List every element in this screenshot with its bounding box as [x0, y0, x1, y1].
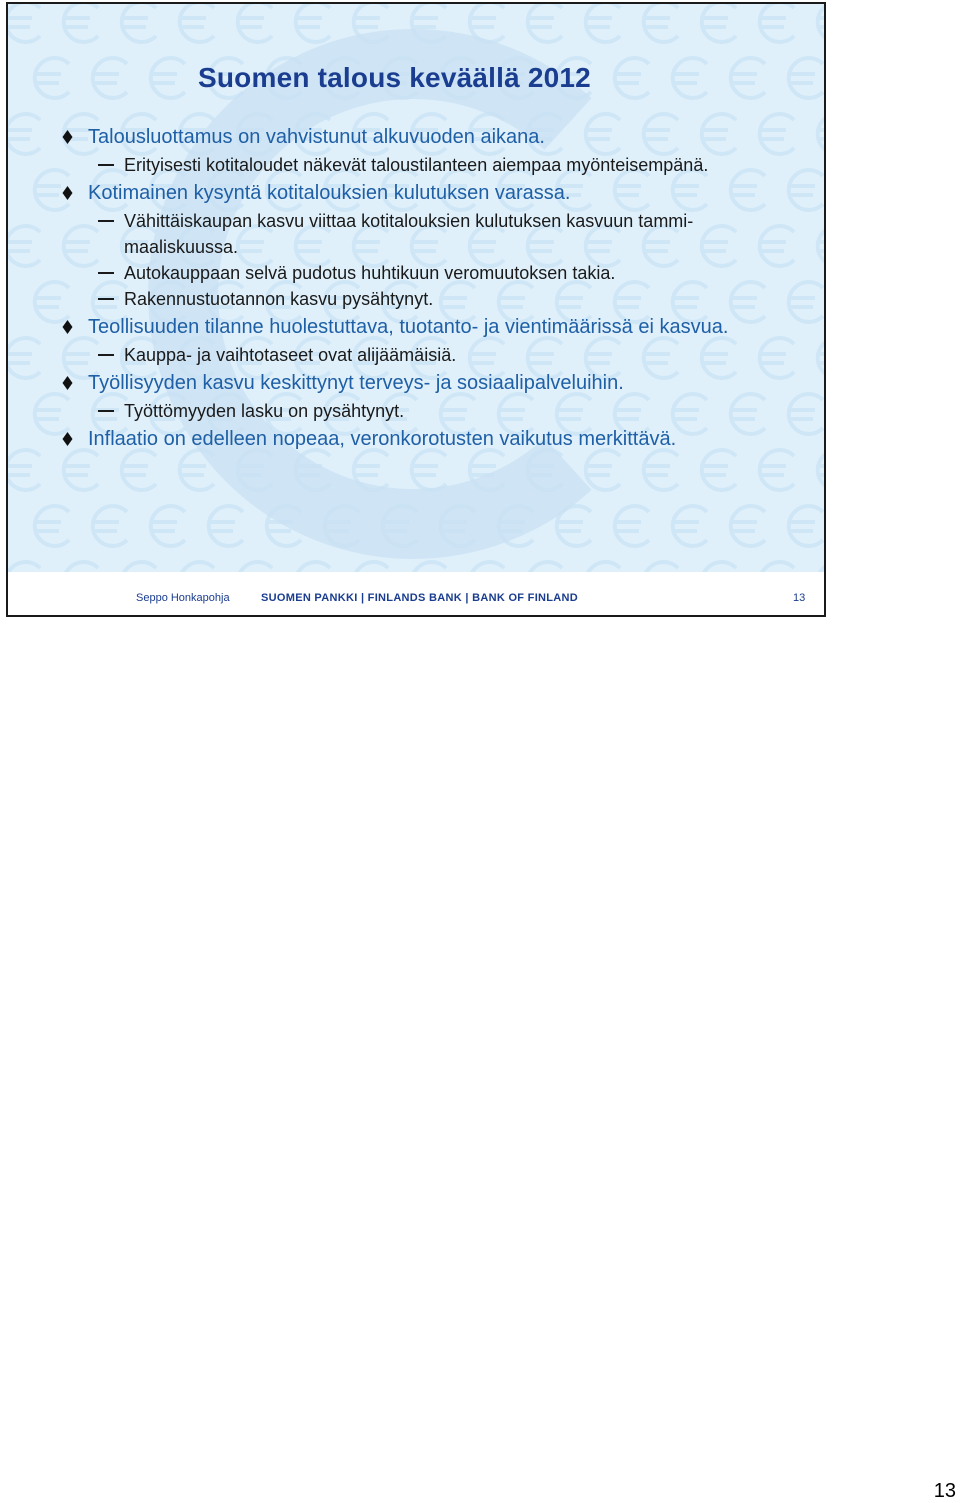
footer-bank-name: SUOMEN PANKKI | FINLANDS BANK | BANK OF FINLAND: [261, 592, 579, 604]
diamond-bullet-icon: [62, 432, 73, 446]
bullet-text: Talousluottamus on vahvistunut alkuvuoden aikana.: [88, 126, 545, 148]
bullet-text: Työttömyyden lasku on pysähtynyt.: [124, 401, 405, 421]
sub-bullet-item: [58, 286, 798, 312]
dash-bullet-icon: [98, 220, 114, 222]
dash-bullet-icon: [98, 164, 114, 166]
slide: [6, 2, 826, 617]
slide-footer: [8, 582, 824, 612]
bullet-item: [58, 178, 798, 208]
bullet-text: Erityisesti kotitaloudet näkevät taloustilanteen aiempaa myönteisempänä.: [124, 155, 709, 175]
diamond-bullet-icon: [62, 320, 73, 334]
sub-bullet-item: [58, 208, 798, 260]
bullet-text: Autokauppaan selvä pudotus huhtikuun veromuutoksen takia.: [124, 263, 616, 283]
bullet-text: Rakennustuotannon kasvu pysähtynyt.: [124, 289, 434, 309]
dash-bullet-icon: [98, 298, 114, 300]
dash-bullet-icon: [98, 354, 114, 356]
footer-slide-number: 13: [793, 592, 806, 604]
dash-bullet-icon: [98, 272, 114, 274]
bullet-item: [58, 312, 798, 342]
bullet-text: Teollisuuden tilanne huolestuttava, tuotanto- ja vientimäärissä ei kasvua.: [88, 316, 729, 338]
bullet-text: Vähittäiskaupan kasvu viittaa kotitalouksien kulutuksen kasvuun tammi-maaliskuussa.: [124, 211, 694, 257]
diamond-bullet-icon: [62, 376, 73, 390]
diamond-bullet-icon: [62, 186, 73, 200]
slide-title: Suomen talous keväällä 2012: [198, 62, 591, 93]
dash-bullet-icon: [98, 410, 114, 412]
sub-bullet-item: [58, 260, 798, 286]
bullet-item: [58, 424, 798, 454]
bullet-item: [58, 122, 798, 152]
bullet-list: [58, 122, 798, 454]
page-number: 13: [933, 1480, 956, 1502]
bullet-item: [58, 368, 798, 398]
footer-author: Seppo Honkapohja: [136, 592, 230, 604]
bullet-text: Kotimainen kysyntä kotitalouksien kulutuksen varassa.: [88, 182, 571, 204]
sub-bullet-item: [58, 152, 798, 178]
diamond-bullet-icon: [62, 130, 73, 144]
bullet-text: Kauppa- ja vaihtotaseet ovat alijäämäisiä.: [124, 345, 457, 365]
bullet-text: Työllisyyden kasvu keskittynyt terveys- ja sosiaalipalveluihin.: [88, 372, 624, 394]
footer-divider: [8, 572, 824, 574]
sub-bullet-item: [58, 398, 798, 424]
sub-bullet-item: [58, 342, 798, 368]
bullet-text: Inflaatio on edelleen nopeaa, veronkorotusten vaikutus merkittävä.: [88, 428, 677, 450]
